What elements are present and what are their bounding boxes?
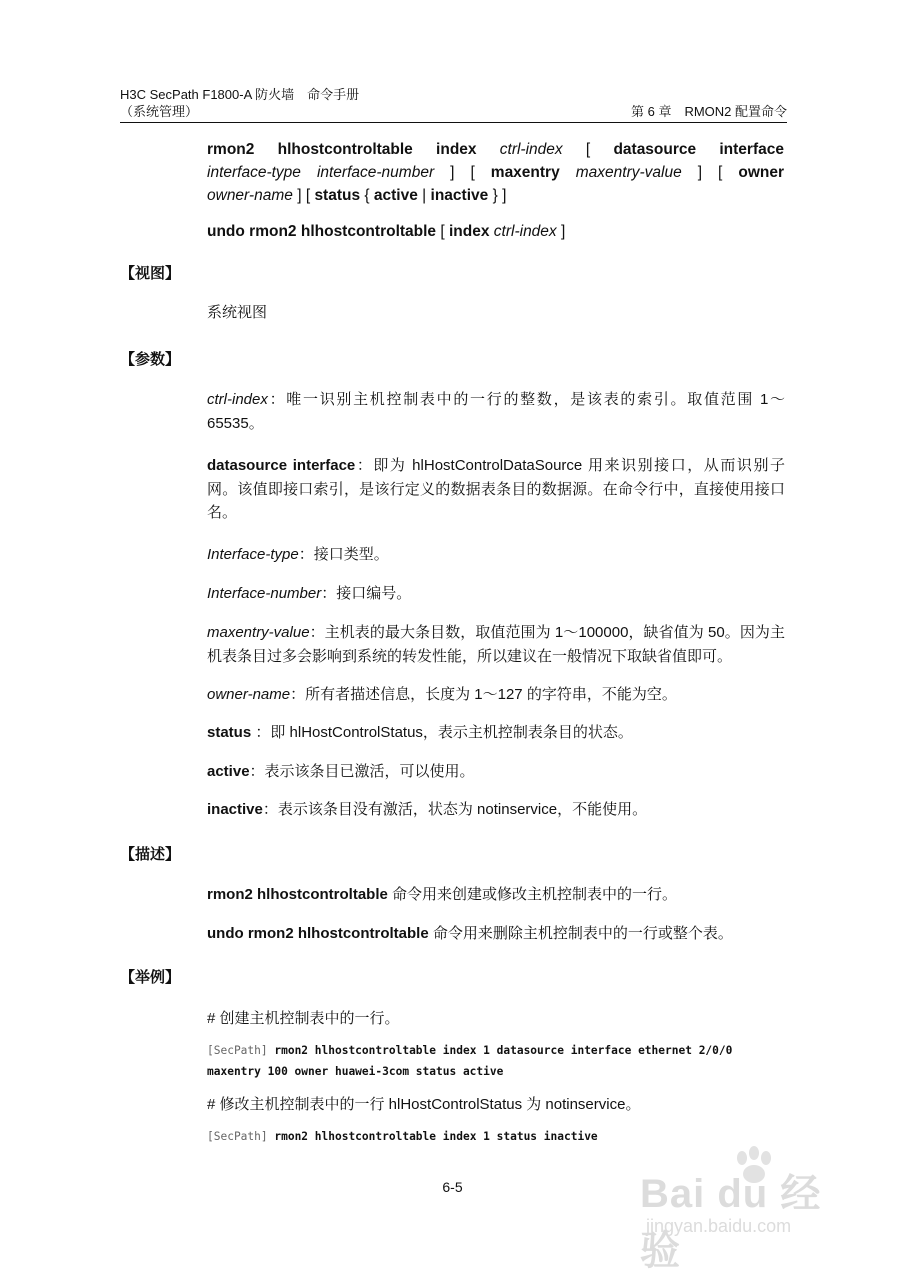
syntax-kw-inactive: inactive: [430, 187, 489, 204]
syntax-bracket: [: [718, 164, 723, 181]
param-interface-type: [207, 543, 785, 567]
syntax-kw-active: active: [373, 187, 418, 204]
syntax-brace: }: [492, 187, 498, 204]
code-prompt: [SecPath]: [207, 1044, 268, 1057]
syntax-kw-maxentry: maxentry: [490, 164, 560, 181]
param-text: ：表示该条目没有激活，状态为 notinservice，不能使用。: [262, 801, 648, 818]
param-maxentry-value: [207, 621, 785, 668]
param-status: [207, 721, 785, 745]
syntax-line-2: [207, 161, 784, 184]
syntax-kw-owner: owner: [738, 164, 785, 181]
param-active: [207, 760, 785, 784]
param-text: ：唯一识别主机控制表中的一行的整数，是该表的索引。取值范围 1～65535。: [207, 391, 785, 432]
page-number: 6-5: [442, 1179, 463, 1195]
param-text: ：接口类型。: [298, 546, 389, 563]
syntax-kw-index: index: [436, 141, 477, 158]
param-name: owner-name: [207, 686, 291, 703]
param-interface-number: [207, 582, 785, 606]
code-line: [207, 1042, 787, 1060]
watermark-url: jingyan.baidu.com: [646, 1216, 792, 1236]
param-text: ：所有者描述信息，长度为 1～127 的字符串，不能为空。: [290, 686, 677, 703]
syntax-line-1: [207, 138, 784, 161]
syntax-kw-status: status: [314, 187, 361, 204]
baidu-watermark: [640, 1142, 860, 1273]
running-header-row: [120, 104, 787, 120]
description-text: 命令用来创建或修改主机控制表中的一行。: [387, 886, 678, 903]
description-line-2: [207, 922, 785, 946]
syntax-undo-command: undo rmon2 hlhostcontroltable: [207, 223, 437, 240]
syntax-bracket: [: [585, 141, 591, 158]
param-name: Interface-number: [207, 585, 322, 602]
view-text: 系统视图: [207, 304, 268, 321]
example-comment-1: # 创建主机控制表中的一行。: [207, 1010, 400, 1027]
param-text: ：即 hlHostControlStatus，表示主机控制表条目的状态。: [251, 724, 633, 741]
section-heading-example: 【举例】: [120, 969, 181, 986]
header-rule: [120, 122, 787, 123]
syntax-pipe: |: [422, 187, 427, 204]
code-line: maxentry 100 owner huawei-3com status active: [207, 1065, 504, 1078]
code-command: rmon2 hlhostcontroltable index 1 datasource interface ethernet 2/0/0: [267, 1044, 733, 1057]
description-text: 命令用来删除主机控制表中的一行或整个表。: [428, 925, 733, 942]
syntax-arg-ctrl-index: ctrl-index: [493, 223, 557, 240]
param-name: maxentry-value: [207, 624, 310, 641]
example-code-1: [207, 1042, 787, 1081]
watermark-logo-text: Bai du 经验: [640, 1172, 822, 1273]
description-command: undo rmon2 hlhostcontroltable: [207, 925, 429, 942]
description-command: rmon2 hlhostcontroltable: [207, 886, 388, 903]
syntax-bracket: ]: [697, 164, 703, 181]
param-name: inactive: [207, 801, 263, 818]
param-name: active: [207, 763, 250, 780]
section-heading-description: 【描述】: [120, 846, 181, 863]
param-ctrl-index: [207, 388, 785, 435]
syntax-bracket: [: [305, 187, 311, 204]
example-comment-2: # 修改主机控制表中的一行 hlHostControlStatus 为 notinservice。: [207, 1096, 641, 1113]
param-text: ：主机表的最大条目数，取值范围为 1～100000，缺省值为 50。因为主机表条目过多会影响到系统的转发性能，所以建议在一般情况下取缺省值即可。: [207, 624, 785, 665]
running-header-subtitle: （系统管理）: [120, 104, 199, 119]
code-command: rmon2 hlhostcontroltable index 1 status inactive: [267, 1130, 598, 1143]
param-name: datasource interface: [207, 457, 356, 474]
running-header-title: H3C SecPath F1800-A 防火墙 命令手册: [120, 87, 360, 102]
description-line-1: [207, 883, 785, 907]
syntax-bracket: ]: [450, 164, 455, 181]
param-text: ：接口编号。: [321, 585, 412, 602]
param-inactive: [207, 798, 785, 822]
param-datasource: [207, 454, 785, 525]
param-owner-name: [207, 683, 785, 707]
running-header-chapter: 第 6 章 RMON2 配置命令: [630, 104, 787, 119]
param-text: ：即为 hlHostControlDataSource 用来识别接口，从而识别子网。该值即接口索引，是该行定义的数据表条目的数据源。在命令行中，直接使用接口名。: [207, 457, 785, 521]
syntax-arg-maxentry-value: maxentry-value: [575, 164, 682, 181]
syntax-bracket: [: [470, 164, 475, 181]
syntax-bracket: [: [440, 223, 445, 240]
code-prompt: [SecPath]: [207, 1130, 268, 1143]
section-heading-view: 【视图】: [120, 265, 181, 282]
syntax-arg-ctrl-index: ctrl-index: [499, 141, 563, 158]
syntax-kw-index: index: [449, 223, 490, 240]
param-name: Interface-type: [207, 546, 299, 563]
syntax-arg-interface-number: interface-number: [316, 164, 435, 181]
syntax-arg-owner-name: owner-name: [207, 187, 293, 204]
syntax-bracket: ]: [561, 223, 566, 240]
param-text: ：表示该条目已激活，可以使用。: [249, 763, 475, 780]
section-heading-params: 【参数】: [120, 351, 181, 368]
syntax-command: rmon2 hlhostcontroltable: [207, 141, 413, 158]
param-name: status: [207, 724, 252, 741]
syntax-line-3: [207, 184, 784, 207]
syntax-bracket: ]: [502, 187, 507, 204]
syntax-arg-interface-type: interface-type: [207, 164, 301, 181]
syntax-undo-line: [207, 220, 784, 243]
syntax-bracket: ]: [297, 187, 302, 204]
syntax-kw-datasource: datasource interface: [613, 141, 784, 158]
param-name: ctrl-index: [207, 391, 268, 408]
syntax-brace: {: [364, 187, 370, 204]
